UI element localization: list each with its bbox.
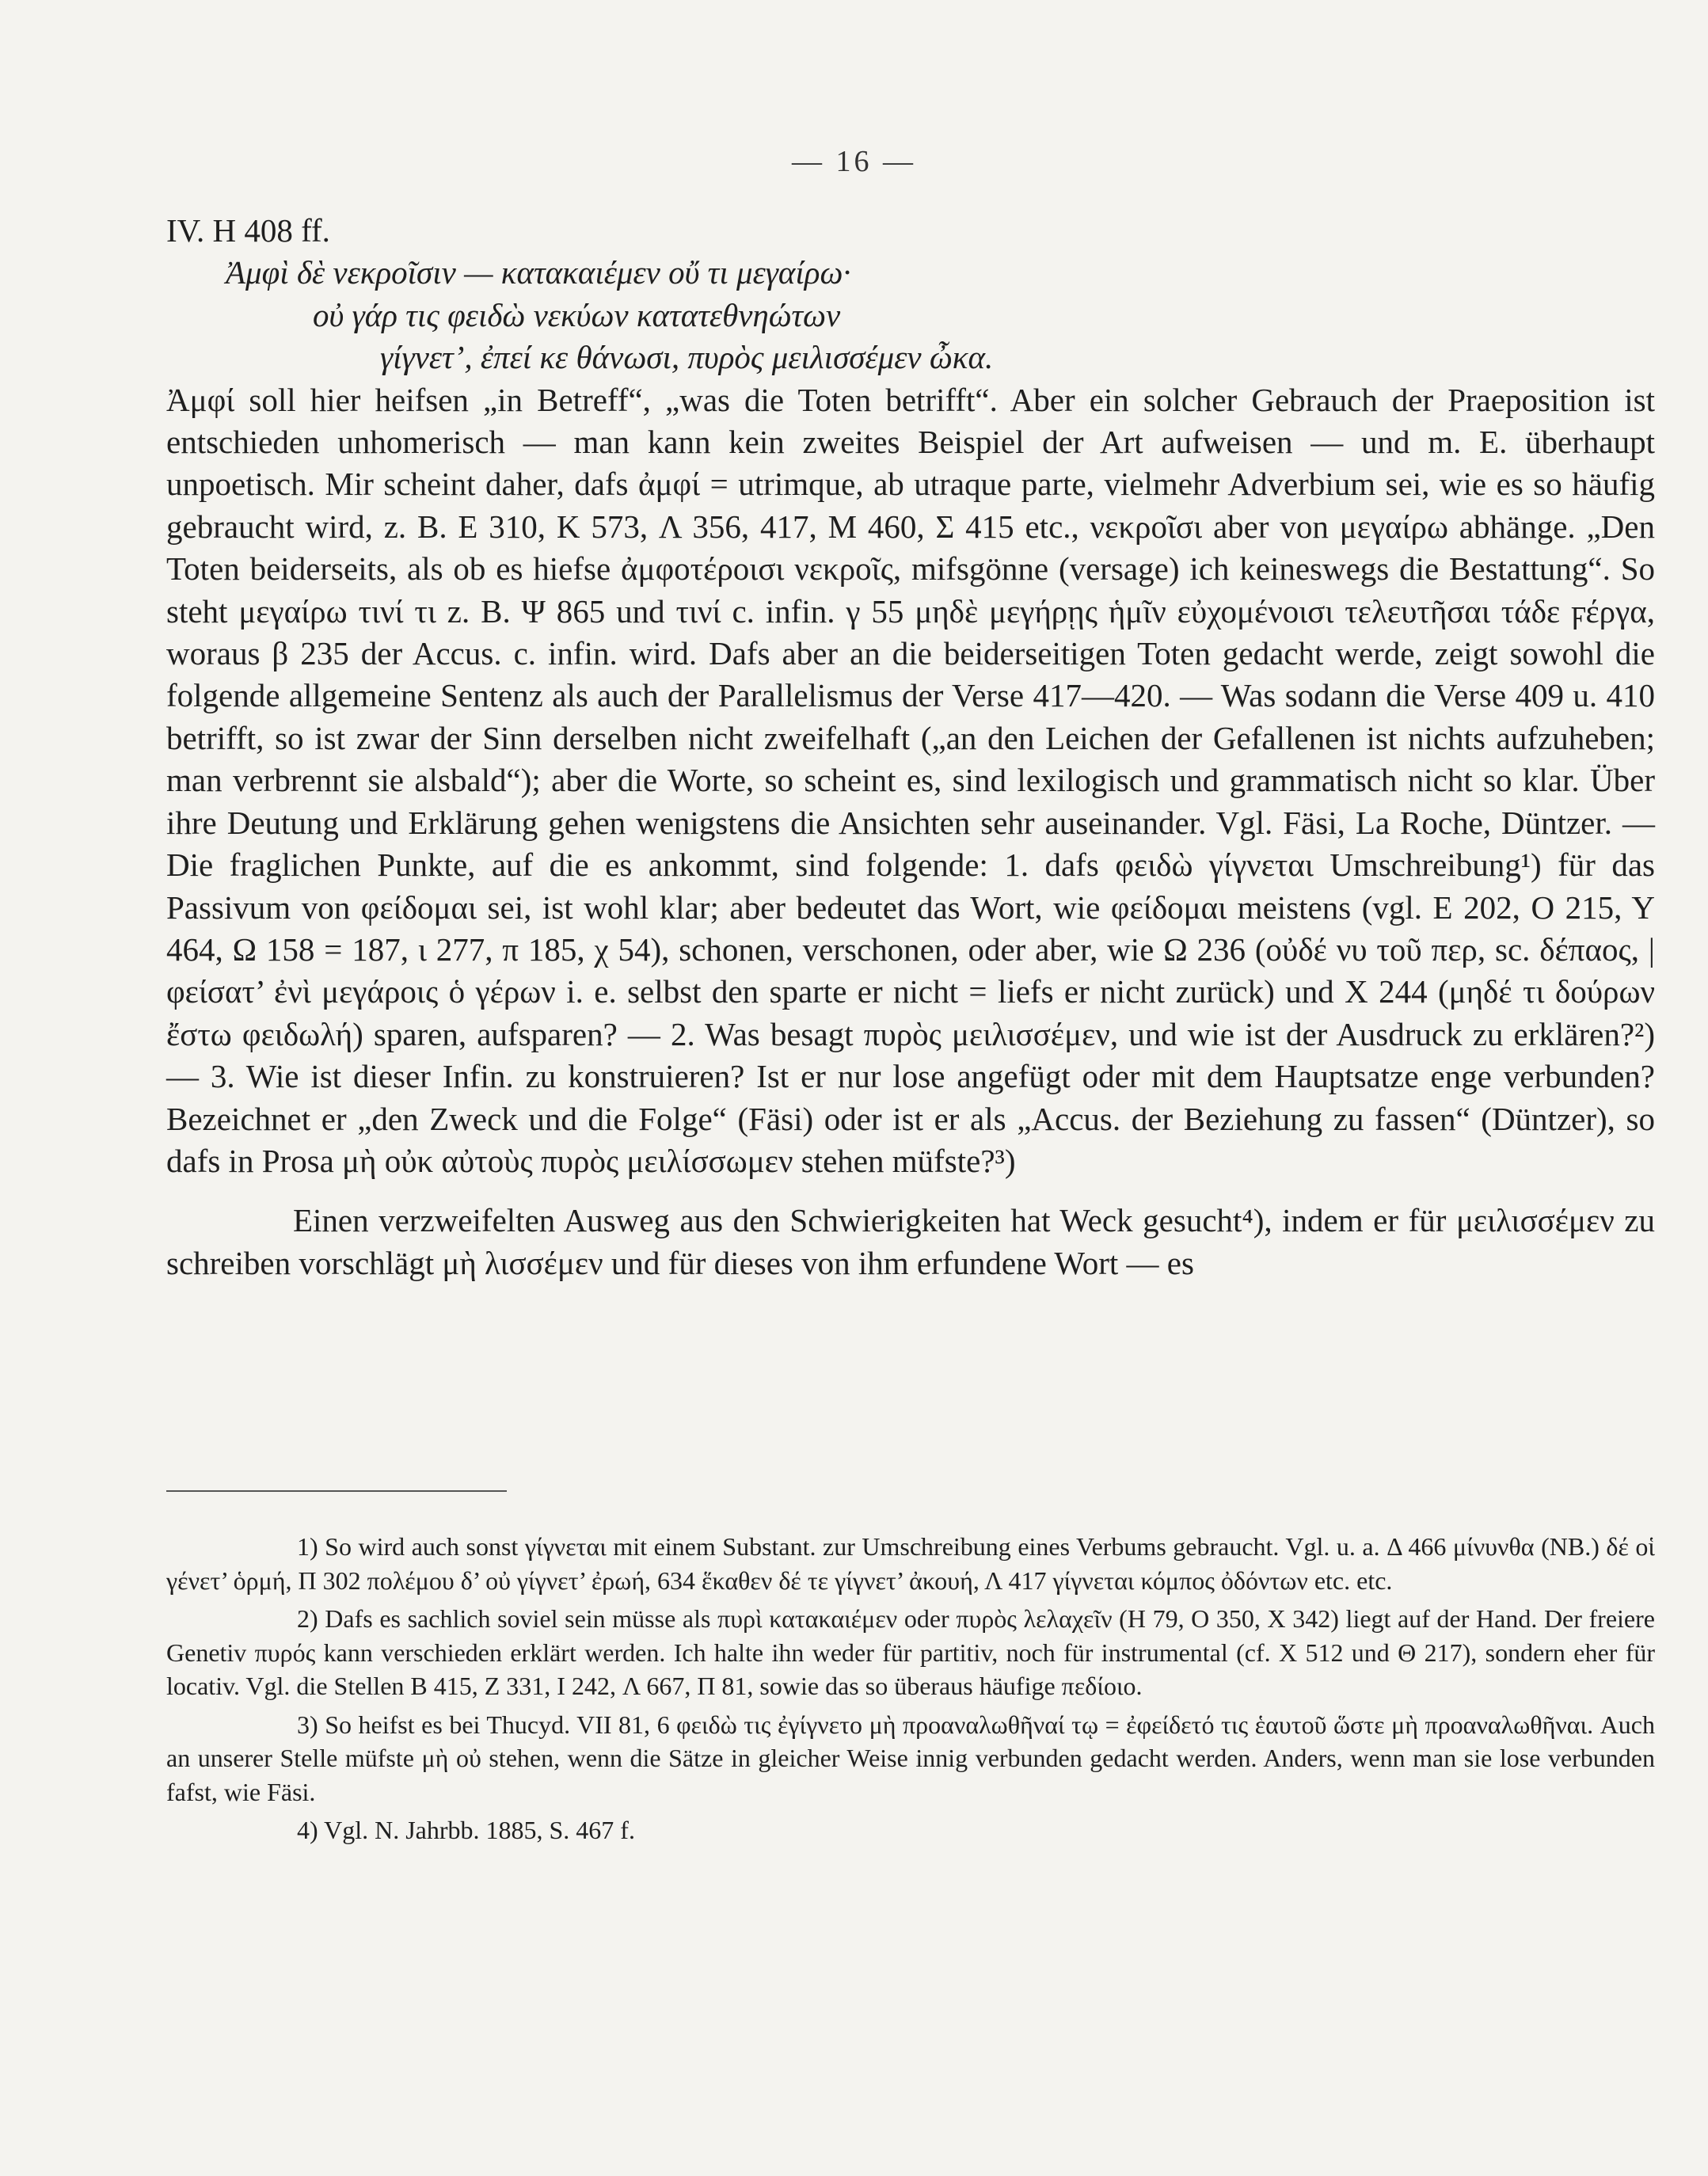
body-paragraph: Ἀμφί soll hier heifsen „in Betreff“, „was die Toten betrifft“. Aber ein solcher Gebrauch der Praeposition ist entschieden unhomerisch — man kann kein zweites Beispiel der Art aufweisen — und m. E. überhaupt unpoetisch. Mir scheint daher, dafs ἀμφί = utrimque, ab utraque parte, vielmehr Adverbium sei, wie es so häufig gebraucht wird, z. B. E 310, K 573, Λ 356, 417, M 460, Σ 415 etc., νεκροῖσι aber von μεγαίρω abhänge. „Den Toten beiderseits, als ob es hiefse ἀμφοτέροισι νεκροῖς, mifsgönne (versage) ich keineswegs die Bestattung“. So steht μεγαίρω τινί τι z. B. Ψ 865 und τινί c. infin. γ 55 μηδὲ μεγήρῃς ἡμῖν εὐχομένοισι τελευτῆσαι τάδε ϝέργα, woraus β 235 der Accus. c. infin. wird. Dafs aber an die beiderseitigen Toten gedacht werde, zeigt sowohl die folgende allgemeine Sentenz als auch der Parallelismus der Verse 417—420. — Was sodann die Verse 409 u. 410 betrifft, so ist zwar der Sinn derselben nicht zweifelhaft („an den Leichen der Gefallenen ist nichts aufzuheben; man verbrennt sie alsbald“); aber die Worte, so scheint es, sind lexilogisch und grammatisch nicht so klar. Über ihre Deutung und Erklärung gehen wenigstens die Ansichten sehr auseinander. Vgl. Fäsi, La Roche, Düntzer. — Die fraglichen Punkte, auf die es ankommt, sind folgende: 1. dafs φειδὼ γίγνεται Umschreibung¹) für das Passivum von φείδομαι sei, ist wohl klar; aber bedeutet das Wort, wie φείδομαι meistens (vgl. E 202, O 215, Y 464, Ω 158 = 187, ι 277, π 185, χ 54), schonen, verschonen, oder aber, wie Ω 236 (οὐδέ νυ τοῦ περ, sc. δέπαος, | φείσατ’ ἐνὶ μεγάροις ὁ γέρων i. e. selbst den sparte er nicht = liefs er nicht zurück) und X 244 (μηδέ τι δούρων ἔστω φειδωλή) sparen, aufsparen? — 2. Was besagt πυρὸς μειλισσέμεν, und wie ist der Ausdruck zu erklären?²) — 3. Wie ist dieser Infin. zu konstruieren? Ist er nur lose angefügt oder mit dem Hauptsatze enge verbunden? Bezeichnet er „den Zweck und die Folge“ (Fäsi) oder ist er als „Accus. der Beziehung zu fassen“ (Düntzer), so dafs in Prosa μὴ οὐκ αὐτοὺς πυρὸς μειλίσσωμεν stehen müfste?³) bbox=[166, 381, 1655, 1179]
verse-line: Ἀμφὶ δὲ νεκροῖσιν — κατακαιέμεν οὔ τι μεγαίρω· bbox=[226, 254, 851, 291]
footnote: 2) Dafs es sachlich soviel sein müsse als πυρὶ κατακαιέμεν oder πυρὸς λελαχεῖν (H 79, O 350, X 342) liegt auf der Hand. Der freiere Genetiv πυρός kann verschieden erklärt werden. Ich halte ihn weder für partitiv, noch für instrumental (cf. X 512 und Θ 217), sondern eher für locativ. Vgl. die Stellen B 415, Z 331, I 242, Λ 667, Π 81, sowie das so überaus häufige πεδίοιο. bbox=[166, 1604, 1655, 1700]
footnotes bbox=[166, 1530, 1655, 1852]
footnote: 1) So wird auch sonst γίγνεται mit einem Substant. zur Umschreibung eines Verbums gebraucht. Vgl. u. a. Δ 466 μίνυνθα (NB.) δέ οἱ γένετ’ ὁρμή, Π 302 πολέμου δ’ οὐ γίγνετ’ ἐρωή, 634 ἕκαθεν δέ τε γίγνετ’ ἀκουή, Λ 417 γίγνεται κόμπος ὀδόντων etc. etc. bbox=[166, 1532, 1656, 1595]
footnote-divider bbox=[166, 1490, 507, 1492]
main-text bbox=[166, 210, 1655, 1284]
verse-line: γίγνετ’, ἐπεί κε θάνωσι, πυρὸς μειλισσέμεν ὦκα. bbox=[380, 339, 994, 376]
verse-line: οὐ γάρ τις φειδὼ νεκύων κατατεθνηώτων bbox=[313, 296, 841, 333]
section-heading: IV. H 408 ff. bbox=[166, 212, 330, 249]
page-number: — 16 — bbox=[792, 145, 916, 178]
footnote: 4) Vgl. N. Jahrbb. 1885, S. 467 f. bbox=[297, 1816, 635, 1844]
footnote: 3) So heifst es bei Thucyd. VII 81, 6 φειδὼ τις ἐγίγνετο μὴ προαναλωθῆναί τῳ = ἐφείδετό τις ἑαυτοῦ ὥστε μὴ προαναλωθῆναι. Auch an unserer Stelle müfste μὴ οὐ stehen, wenn die Sätze in gleicher Weise innig verbunden gedacht werden. Anders, wenn man sie lose verbunden fafst, wie Fäsi. bbox=[166, 1710, 1655, 1806]
body-paragraph: Einen verzweifelten Ausweg aus den Schwierigkeiten hat Weck gesucht⁴), indem er für μειλισσέμεν zu schreiben vorschlägt μὴ λισσέμεν und für dieses von ihm erfundene Wort — es bbox=[166, 1202, 1655, 1281]
